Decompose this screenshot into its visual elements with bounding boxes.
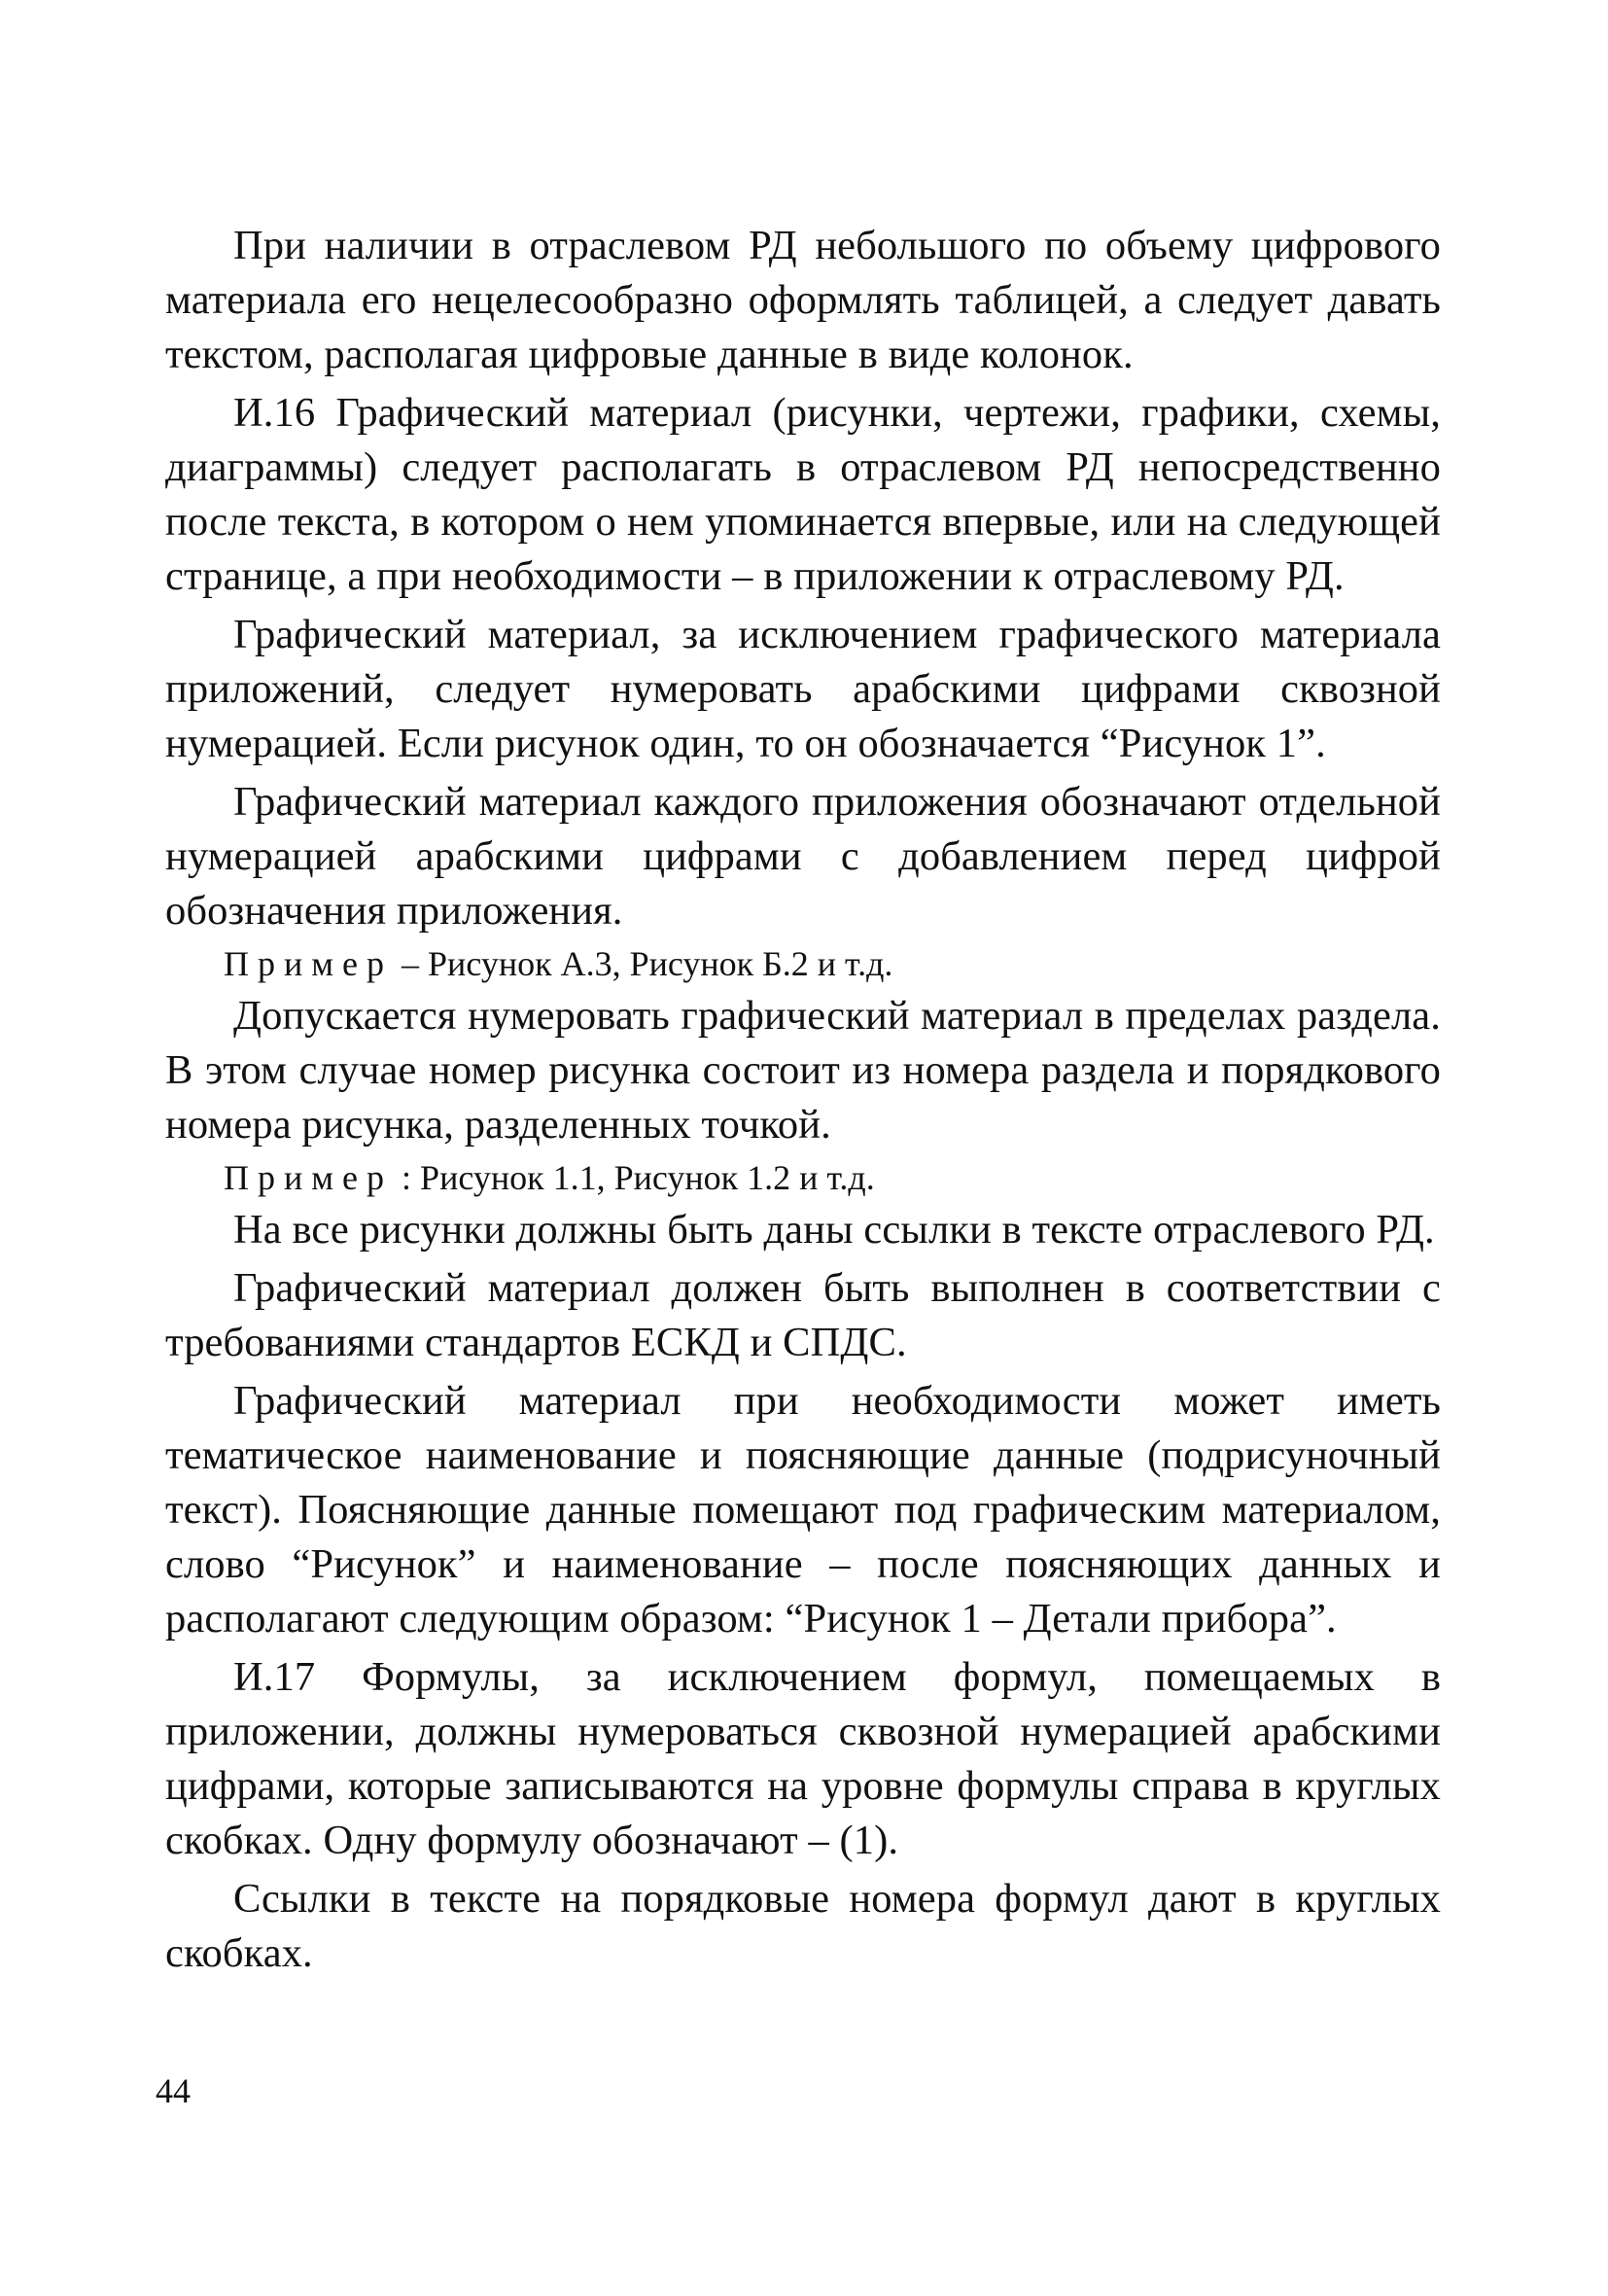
body-text: [165, 219, 1441, 1981]
paragraph-section-i17: И.17 Формулы, за исключением формул, помещаемых в приложении, должны нумероваться сквозной нумерацией арабскими цифрами, которые записываются на уровне формулы справа в круглых скобках. Одну формулу обозначают – (1).: [165, 1654, 1441, 1863]
page-number: 44: [156, 2071, 191, 2110]
example-text: Рисунок 1.1, Рисунок 1.2 и т.д.: [420, 1158, 875, 1197]
example-note: [165, 938, 1441, 989]
example-label: Пример: [224, 944, 394, 983]
paragraph: Графический материал каждого приложения обозначают отдельной нумерацией арабскими цифрами с добавлением перед цифрой обозначения приложения.: [165, 779, 1441, 934]
paragraph: Графический материал, за исключением графического материала приложений, следует нумеровать арабскими цифрами сквозной нумерацией. Если рисунок один, то он обозначается “Рисунок 1”.: [165, 612, 1441, 766]
example-separator: :: [393, 1158, 421, 1197]
paragraph: Ссылки в тексте на порядковые номера формул дают в круглых скобках.: [165, 1876, 1441, 1976]
example-note: [165, 1152, 1441, 1203]
paragraph: Графический материал при необходимости может иметь тематическое наименование и поясняющие данные (подрисуночный текст). Поясняющие данные помещают под графическим материалом, слово “Рисунок” и наименование – после поясняющих данных и располагают следующим образом: “Рисунок 1 – Детали прибора”.: [165, 1378, 1441, 1642]
paragraph: На все рисунки должны быть даны ссылки в тексте отраслевого РД.: [233, 1207, 1435, 1253]
example-text: Рисунок А.3, Рисунок Б.2 и т.д.: [428, 944, 893, 983]
paragraph: При наличии в отраслевом РД небольшого по объему цифрового материала его нецелесообразно оформлять таблицей, а следует давать текстом, располагая цифровые данные в виде колонок.: [165, 223, 1441, 377]
paragraph: Допускается нумеровать графический материал в пределах раздела. В этом случае номер рисунка состоит из номера раздела и порядкового номера рисунка, разделенных точкой.: [165, 993, 1441, 1148]
example-separator: –: [393, 944, 429, 983]
example-label: Пример: [224, 1158, 394, 1197]
paragraph-section-i16: И.16 Графический материал (рисунки, чертежи, графики, схемы, диаграммы) следует располагать в отраслевом РД непосредственно после текста, в котором о нем упоминается впервые, или на следующей странице, а при необходимости – в приложении к отраслевому РД.: [165, 390, 1441, 599]
paragraph: Графический материал должен быть выполнен в соответствии с требованиями стандартов ЕСКД и СПДС.: [165, 1265, 1441, 1365]
